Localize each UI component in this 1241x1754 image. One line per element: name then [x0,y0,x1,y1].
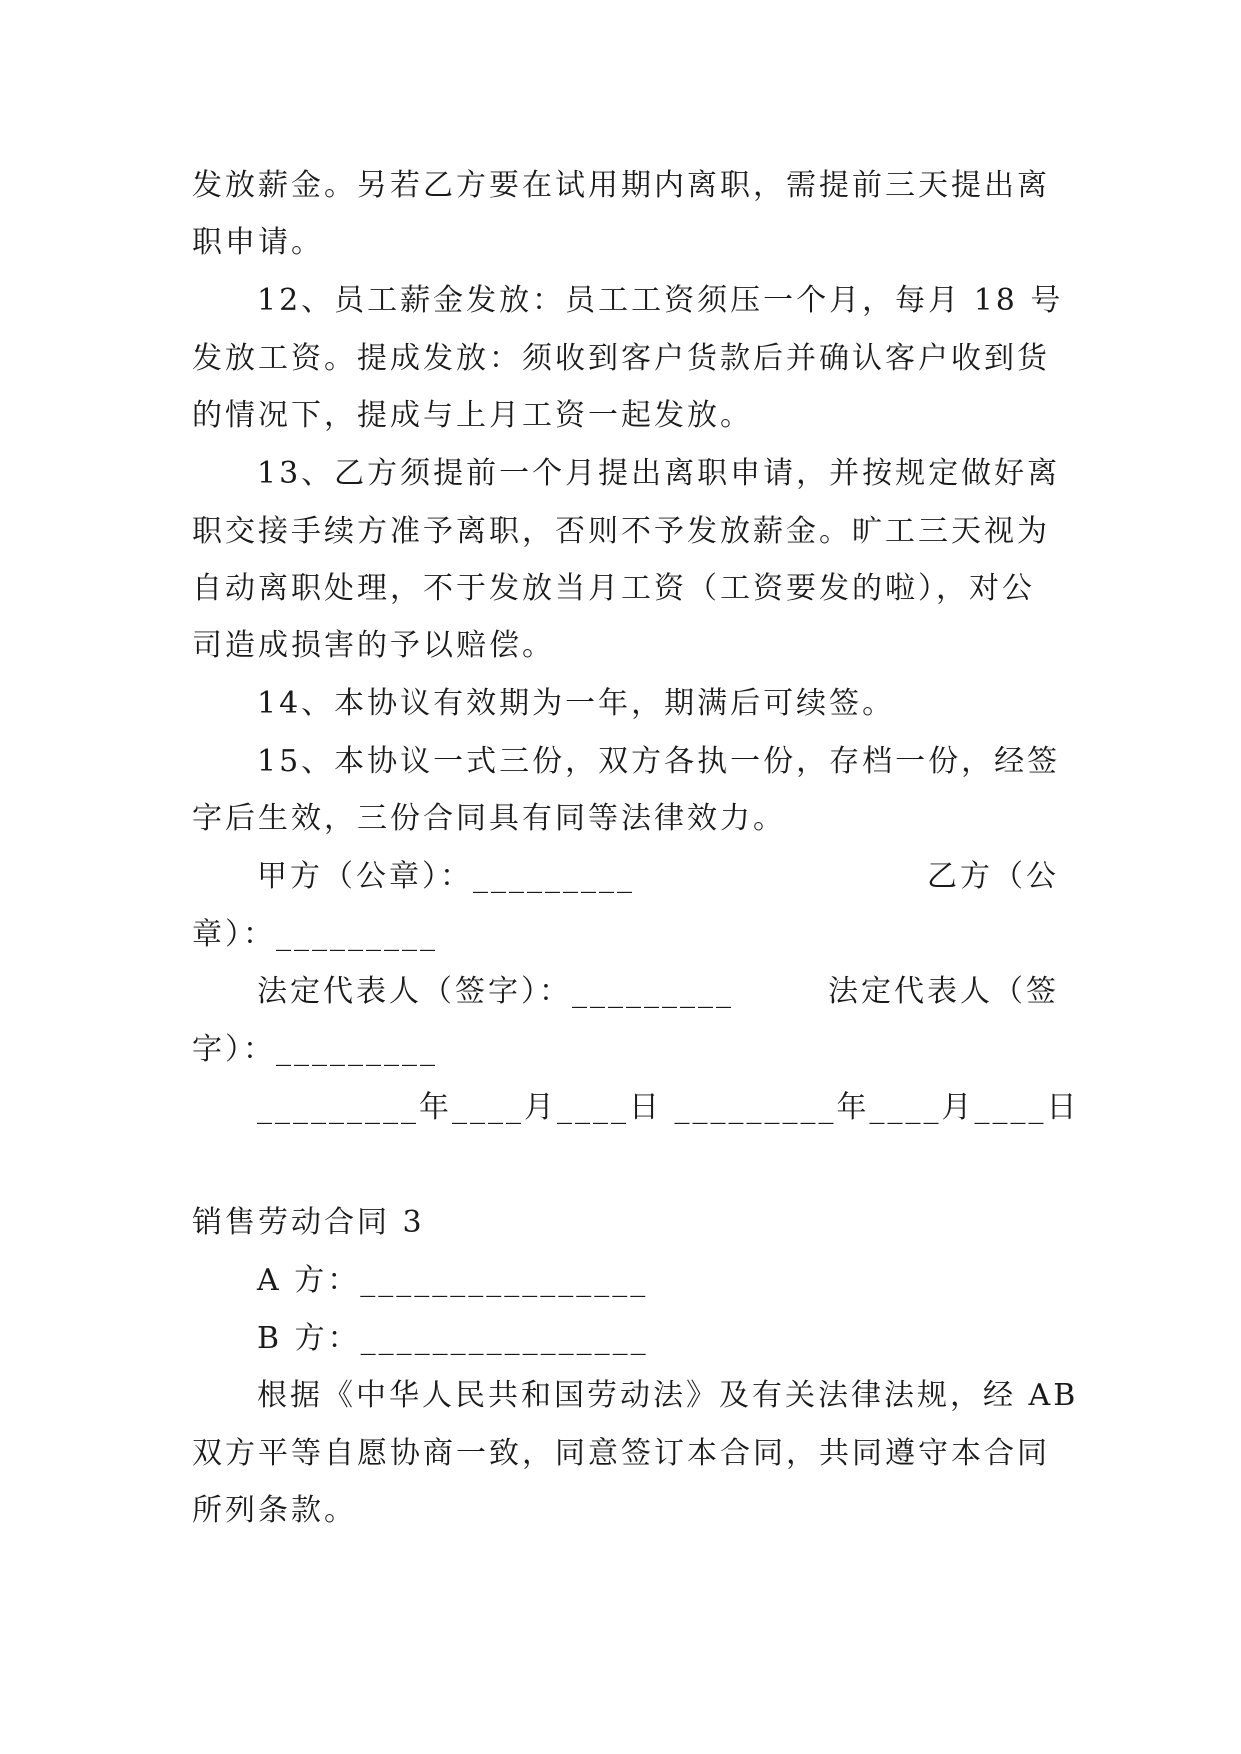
party-b-rep-signature-label: 法定代表人（签 [828,974,1059,1009]
text-line: 自动离职处理，不于发放当月工资（工资要发的啦），对公 [192,571,1035,606]
text-line: 的情况下，提成与上月工资一起发放。 [192,398,753,433]
clause-13: 13、乙方须提前一个月提出离职申请，并按规定做好离 [257,456,1061,491]
party-b-seal-field: 章）：_________ [192,917,438,952]
section-title: 销售劳动合同 3 [192,1205,425,1240]
text-line: 发放薪金。另若乙方要在试用期内离职，需提前三天提出离 [192,168,1050,203]
text-line: 发放工资。提成发放：须收到客户货款后并确认客户收到货 [192,341,1050,376]
clause-14: 14、本协议有效期为一年，期满后可续签。 [257,686,896,721]
text-line: 字后生效，三份合同具有同等法律效力。 [192,801,786,836]
preamble: 根据《中华人民共和国劳动法》及有关法律法规，经 AB [257,1378,1079,1413]
text-line: 职交接手续方准予离职，否则不予发放薪金。旷工三天视为 [192,514,1050,549]
party-b-seal-label: 乙方（公 [927,859,1059,894]
party-b-field: B 方：________________ [257,1321,649,1356]
date-fields: _________年____月____日 _________年____月____日 [257,1090,1080,1125]
party-a-seal-field: 甲方（公章）：_________ [257,859,635,894]
text-line: 所列条款。 [192,1493,357,1528]
party-a-field: A 方：________________ [257,1263,649,1298]
party-b-rep-signature-field: 字）：_________ [192,1032,438,1067]
party-a-rep-signature-field: 法定代表人（签字）：_________ [257,974,734,1009]
text-line: 双方平等自愿协商一致，同意签订本合同，共同遵守本合同 [192,1436,1050,1471]
text-line: 职申请。 [192,225,324,260]
text-line: 司造成损害的予以赔偿。 [192,628,555,663]
clause-15: 15、本协议一式三份，双方各执一份，存档一份，经签 [257,744,1061,779]
clause-12: 12、员工薪金发放：员工工资须压一个月，每月 18 号 [257,283,1064,318]
